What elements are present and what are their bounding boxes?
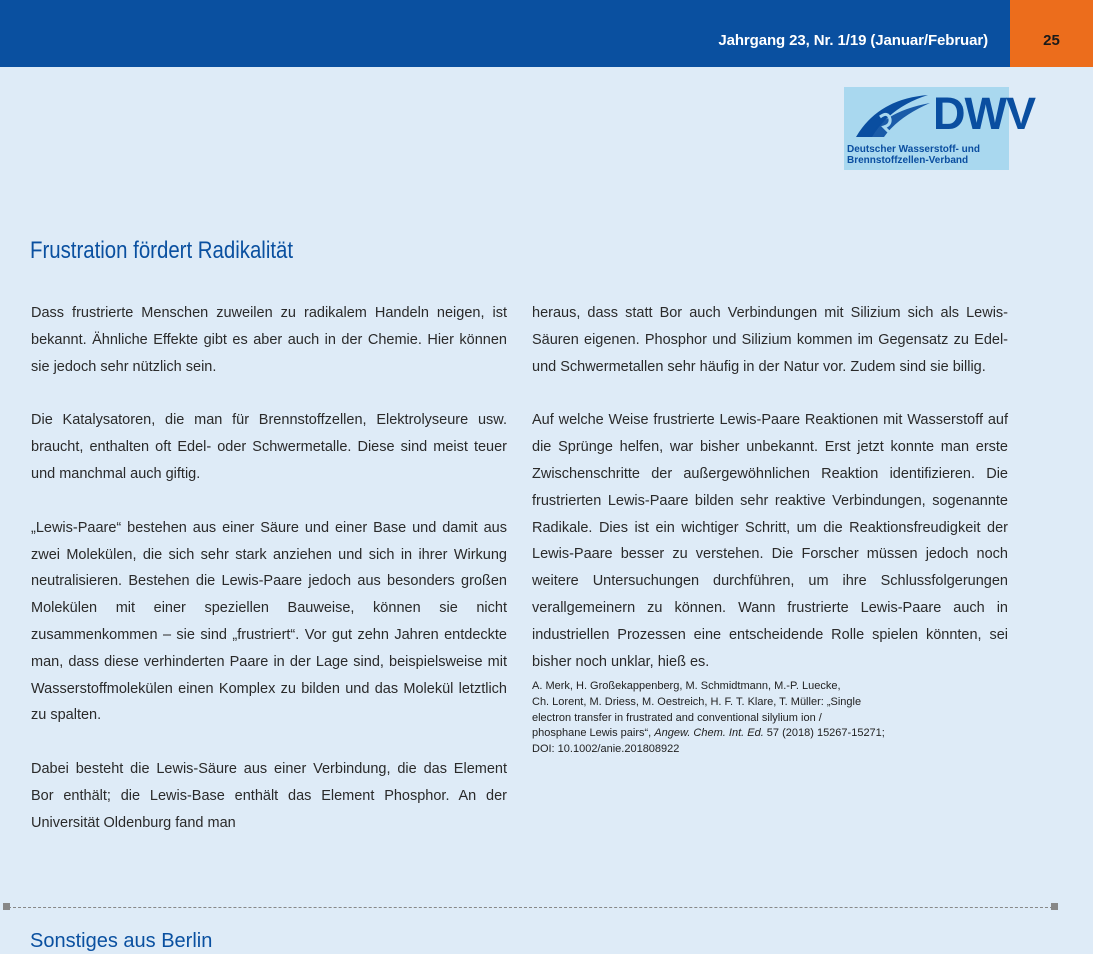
paragraph: Dabei besteht die Lewis-Säure aus einer Verbindung, die das Element Bor enthält; die Lewis-Base enthält das Element Phosphor. An der Universität Oldenburg fand man [31,761,507,831]
reference-line: Ch. Lorent, M. Driess, M. Oestreich, H. F. T. Klare, T. Müller: „Single [532,695,862,708]
logo-subtitle [847,144,980,166]
logo-subtitle-line: Brennstoffzellen-Verband [847,155,969,166]
reference-text: phosphane Lewis pairs“, [532,727,655,740]
reference-line: A. Merk, H. Großekappenberg, M. Schmidtmann, M.-P. Luecke, [532,680,841,693]
reference-line [532,726,1008,742]
paragraph: „Lewis-Paare“ bestehen aus einer Säure und einer Base und damit aus zwei Molekülen, die sich sehr stark anziehen und sich in ihrer Wirkung neutralisieren. Bestehen die Lewis-Paare jedoch aus besonders großen Molekülen mit einer speziellen Bauweise, können sie nicht zusammenkommen – sie sind „frustriert“. Vor gut zehn Jahren entdeckte man, dass diese verhinderten Paare in der Lage sind, beispielsweise mit Wasserstoffmolekülen einen Komplex zu bilden und das Molekül letztlich zu spalten. [31,519,507,724]
logo-subtitle-line: Deutscher Wasserstoff- und [847,144,980,155]
header-bar [0,0,1010,67]
article-title: Frustration fördert Radikalität [30,237,294,264]
paragraph: Die Katalysatoren, die man für Brennstoffzellen, Elektrolyseure usw. braucht, enthalten oft Edel- oder Schwermetalle. Diese sind meist teuer und manchmal auch giftig. [31,412,507,482]
next-section-heading: Sonstiges aus Berlin [30,930,213,952]
issue-label: Jahrgang 23, Nr. 1/19 (Januar/Februar) [718,32,988,49]
journal-name: Angew. Chem. Int. Ed. [654,727,764,740]
reference-citation [532,679,1008,757]
left-column [31,300,507,864]
page-number-box [1010,0,1093,67]
divider-end-marker [1051,903,1058,910]
reference-line: electron transfer in frustrated and conventional silylium ion / [532,711,822,724]
dwv-logo [844,87,1035,170]
reference-text: 57 (2018) 15267-15271; [763,727,885,740]
page-number: 25 [1043,32,1060,49]
paragraph: Dass frustrierte Menschen zuweilen zu radikalem Handeln neigen, ist bekannt. Ähnliche Effekte gibt es aber auch in der Chemie. Hier können sie jedoch sehr nützlich sein. [31,305,507,375]
logo-wordmark: DWV [933,88,1035,139]
section-divider [8,907,1058,908]
doi-link[interactable]: DOI: 10.1002/anie.201808922 [532,742,680,755]
dwv-logo-icon [850,91,934,141]
paragraph: heraus, dass statt Bor auch Verbindungen mit Silizium sich als Lewis-Säuren eigenen. Phosphor und Silizium kommen im Gegensatz zu Edel- und Schwermetallen sehr häufig in der Natur vor. Zudem sind sie billig. [532,305,1008,375]
right-column [532,300,1008,757]
paragraph: Auf welche Weise frustrierte Lewis-Paare Reaktionen mit Wasserstoff auf die Sprünge helfen, war bisher unbekannt. Erst jetzt konnte man erste Zwischenschritte der außergewöhnlichen Reaktion identifizieren. Die frustrierten Lewis-Paare bilden sehr reaktive Verbindungen, sogenannte Radikale. Dies ist ein wichtiger Schritt, um die Reaktionsfreudigkeit der Lewis-Paare besser zu verstehen. Die Forscher müssen jedoch noch weitere Untersuchungen durchführen, um ihre Schlussfolgerungen verallgemeinern zu können. Wann frustrierte Lewis-Paare auch in industriellen Prozessen eine entscheidende Rolle spielen könnten, sei bisher noch unklar, hieß es. [532,412,1008,670]
